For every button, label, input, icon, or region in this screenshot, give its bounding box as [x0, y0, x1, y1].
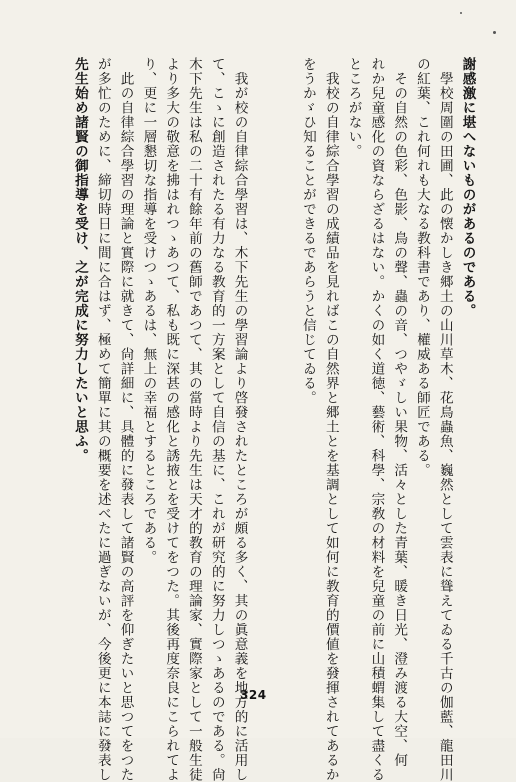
text-column: て、こゝに創造されたる有力なる教育的一方案として自信の基に、これが研究的に努力しつゝあるのである。尙: [208, 57, 225, 782]
text-column: より多大の敬意を拂はれつゝあつて、私も既に深甚の感化と誘掖とを受けてをつた。其後再度奈良にこられてよ: [163, 57, 180, 782]
ink-speck: [493, 31, 496, 34]
text-column: 此の自律綜合學習の理論と實際に就きて、尙詳細に、具體的に發表して諸賢の高評を仰ぎたいと思つてをつた: [117, 57, 134, 782]
text-column: れか兒童感化の資ならざるはない。かくの如く道徳、藝術、科學、宗敎の材料を兒童の前に山積蝟集して盡くる: [368, 57, 385, 782]
text-column: 我が校の自律綜合學習は、木下先生の學習論より啓發されたところが頗る多く、其の眞意義を地方的に活用し: [231, 57, 248, 782]
text-column: 學校周圍の田圃、此の懐かしき郷土の山川草木、花鳥蟲魚、巍然として雲表に聳えてゐる千古の伽藍、龍田川: [436, 57, 453, 782]
page-number: 324: [240, 688, 267, 702]
text-column: その自然の色彩、色影、鳥の聲、蟲の音、つやゞしい果物、活々とした青葉、暖き日光、澄み渡る大空、何: [391, 57, 408, 768]
text-column: 謝感激に堪へないものがあるのである。: [459, 57, 476, 318]
text-column: の紅葉、これ何れも大なる教科書であり、權威ある師匠である。: [413, 57, 430, 478]
text-column: が多忙のために、締切時日に間に合はず、極めて簡單に其の概要を述べたに過ぎないが、今後更に本誌に發表し: [94, 57, 111, 782]
text-column: 木下先生は私の二十有餘年前の舊師であつて、其の當時より先生は天才的教育の理論家、實際家として一般生徒: [185, 57, 202, 782]
text-column: り、更に一層懇切な指導を受けつゝあるは、無上の幸福とするところである。: [140, 57, 157, 565]
text-column: をうかゞひ知ることができるであらうと信じてゐる。: [299, 57, 316, 405]
text-column: 先生始め諸賢の御指導を受け、之が完成に努力したいと思ふ。: [71, 57, 88, 463]
text-column: ところがない。: [345, 57, 362, 159]
text-column: 我校の自律綜合學習の成績品を見ればこの自然界と郷土とを基調として如何に教育的價値を發揮されてあるか: [322, 57, 339, 782]
ink-speck: [460, 12, 462, 14]
